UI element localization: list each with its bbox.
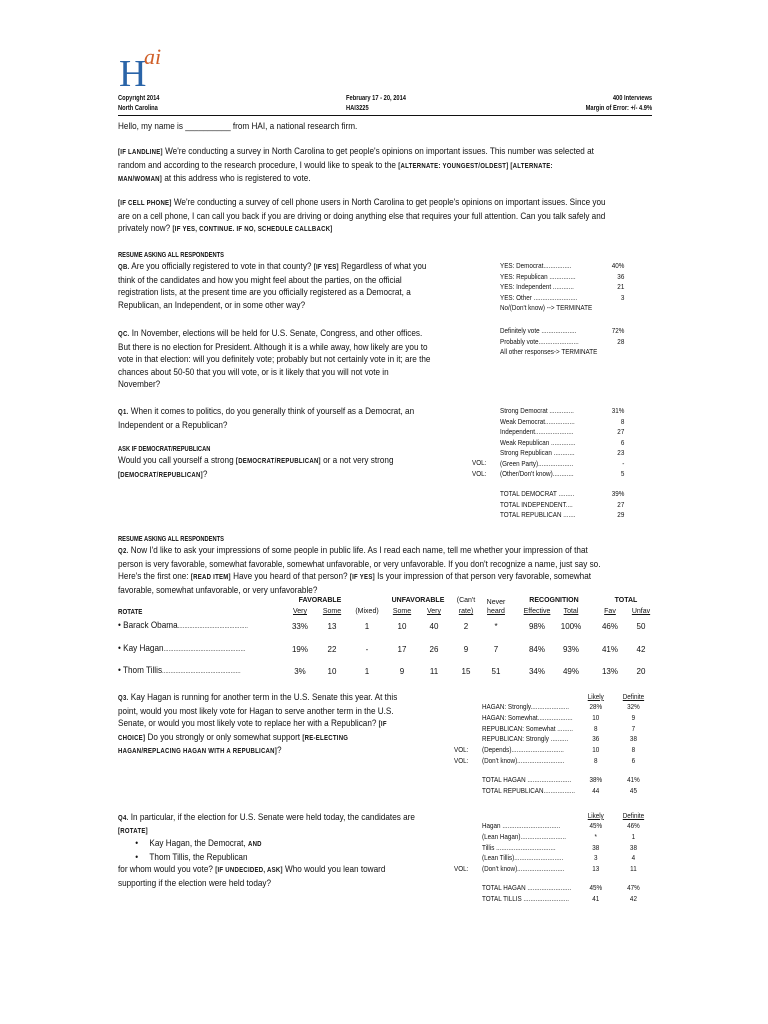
bullet-icon: • [118,643,124,654]
table-cell: 9 [463,645,469,654]
likely-value: 36 [592,734,600,744]
answer-row: Probably vote....................... 28 [500,336,625,346]
likely-value: 45% [589,821,603,830]
q3-line-5: ? [277,745,282,756]
definite-value: 1 [631,831,636,841]
project-code: HAI3225 [346,105,369,112]
q1-line-1: When it comes to politics, do you generally think of yourself as a Democrat, an [128,406,415,417]
cell-line-3: privately now? [118,223,173,234]
qc-answers [500,326,624,358]
total-row-label: TOTAL TILLIS .......................... [482,893,569,903]
likely-value: 8 [594,723,598,733]
total-row: TOTAL INDEPENDENT.... 27 [500,499,625,509]
intro-cell [118,197,606,237]
q2-ifyes: [IF YES] [349,574,375,581]
q1-totals [500,489,624,521]
q3-vol-1: VOL: [454,745,469,754]
table-cell: 22 [327,645,337,654]
table-cell: 93% [562,645,579,654]
qc-number: QC. [118,331,130,338]
group-favorable: FAVORABLE [298,597,342,604]
group-total: TOTAL [614,597,638,604]
table-cell: 13 [327,622,337,631]
table-cell: 49% [562,667,579,676]
table-cell: 2 [463,622,469,631]
definite-value: 11 [630,864,637,874]
landline-line-1: We're conducting a survey in North Carolina to get people's opinions on important issues. This number was selected at [162,146,594,157]
col-unfav: Unfav [631,608,651,615]
header-left [118,94,159,114]
likely-value: * [594,831,597,841]
q2-row-name [118,643,246,657]
likely-value: 41 [592,893,600,903]
likely-value: 13 [592,864,600,874]
q4-line-3-tail: Who would you lean toward [282,864,386,875]
q2-line-1: Now I'd like to ask your impressions of some people in public life. As I read each name, tell me whether your impression of that [128,545,588,556]
total-row-label: TOTAL HAGAN ......................... [482,883,572,892]
col-unfav-very: Very [426,608,441,615]
q3-col-likely: Likely [587,692,604,701]
answer-row: YES: Democrat................ 40% [500,261,625,270]
q3-replace-tag: HAGAN/REPLACING HAGAN WITH A REPUBLICAN] [118,748,278,755]
q2-row-name [118,665,241,679]
q1-line-2: Independent or a Republican? [118,419,228,431]
candidate-name: Thom Tillis [122,665,163,676]
table-cell: * [494,622,498,631]
table-cell: 19% [291,645,308,654]
definite-value: 9 [631,712,636,722]
definite-value: 46% [627,821,640,830]
resume-label-2: RESUME ASKING ALL RESPONDENTS [118,536,224,543]
table-cell: 3% [294,667,306,676]
question-q3 [118,692,397,759]
col-mixed: (Mixed) [355,608,379,615]
answer-row: Strong Democrat .............. 31% [500,406,625,415]
q4-vol: VOL: [454,864,469,873]
logo-letters-ai: ai [144,44,162,69]
definite-value: 42 [629,893,637,903]
table-cell: 13% [601,667,618,676]
qb-answers [500,261,624,314]
interview-count: 400 Interviews [612,95,652,102]
q4-candidate-1: • Kay Hagan, the Democrat, AND [135,838,262,849]
answer-row: YES: Other ......................... 3 [500,292,625,302]
q3-col-definite: Definite [622,692,645,701]
question-q1 [118,406,414,432]
q1-followup-tag-1: [DEMOCRAT/REPUBLICAN] [235,458,321,465]
q4-candidate-2: • Thom Tillis, the Republican [135,851,248,863]
intro-landline [118,146,594,187]
definite-value: 41% [627,775,640,784]
answer-row: (Other/Don't know)............ 5 [500,469,625,478]
col-unfav-some: Some [392,608,412,615]
definite-value: 7 [631,723,636,733]
qb-line-2: think of the candidates and how you might feel about the parties, on the official [118,274,402,286]
qb-line-4: Republican, an Independent, or in some other way? [118,299,306,311]
q2-read-item: [READ ITEM] [190,574,231,581]
definite-value: 45 [629,785,637,795]
q4-and: AND [247,841,262,848]
field-dates: February 17 - 20, 2014 [346,95,406,102]
answer-row-label: REPUBLICAN: Somewhat ......... [482,723,574,733]
answer-row-label: (Lean Hagan).......................... [482,831,567,841]
candidate-name: Barack Obama [123,620,178,631]
likely-value: 28% [589,702,603,711]
qb-line-3: registration lists, at the present time are you officially registered as a Democrat, a [118,287,411,298]
q3-line-1: Kay Hagan is running for another term in the U.S. Senate this year. At this [128,692,398,703]
answer-row: Independent...................... 27 [500,427,625,436]
likely-value: 45% [589,883,603,892]
answer-row: (Green Party).................... - [500,458,625,468]
never-heard-top: Never [486,599,506,606]
q4-cand-2-label: Thom Tillis, the Republican [149,851,248,863]
header-rule [118,115,652,116]
table-cell: 42 [636,645,646,654]
definite-value: 38 [629,734,637,744]
hai-logo [119,44,179,94]
q2-line-3-mid: Have you heard of that person? [230,571,350,582]
landline-tag: [IF LANDLINE] [118,149,163,156]
answer-row: YES: Independent ............ 21 [500,282,625,291]
q3-line-4: Do you strongly or only somewhat support [145,731,303,743]
q4-rotate-tag: [ROTATE] [118,827,148,835]
state: North Carolina [118,105,158,112]
cell-instruction: [IF YES, CONTINUE. IF NO, SCHEDULE CALLBACK] [172,226,333,233]
answer-row-label: HAGAN: Strongly...................... [482,702,570,711]
q4-line-3: for whom would you vote? [118,864,216,875]
q2-line-2: person is very favorable, somewhat favorable, somewhat unfavorable, or very unfavorable. If you don't recognize a name, just say so. [118,558,601,570]
table-cell: 17 [397,645,407,654]
answer-row: Weak Republican .............. 6 [500,437,625,447]
table-cell: 84% [528,645,545,654]
q3-choice-tag: CHOICE] [118,734,146,742]
answer-row-label: (Depends).............................. [482,745,564,755]
qc-line-5: November? [118,379,161,390]
landline-alt-tag-2: MAN/WOMAN] [118,176,163,183]
leader-dots: .......................................... [177,623,248,630]
table-cell: 1 [364,667,370,676]
q1-followup-line-1-tail: or a not very strong [320,455,394,466]
q4-undecided-tag: [IF UNDECIDED, ASK] [215,867,283,874]
qc-line-1: In November, elections will be held for U.S. Senate, Congress, and other offices. [129,328,423,339]
q1-number: Q1. [118,409,129,416]
logo-letter-h: H [119,53,147,95]
answer-row-label: HAGAN: Somewhat.................... [482,712,573,722]
col-fav-some: Some [322,608,342,615]
table-cell: 10 [397,622,407,631]
definite-value: 6 [631,756,636,765]
bullet-icon: • [118,665,123,676]
table-cell: 100% [560,622,582,631]
table-cell: 26 [429,645,439,654]
table-cell: 46% [601,622,618,631]
cant-rate-top: (Can't [456,597,476,604]
q2-line-3-tail: Is your impression of that person very favorable, somewhat [374,571,592,582]
q2-number: Q2. [118,548,129,555]
answer-row: No/(Don't know) --> TERMINATE [500,303,593,312]
total-row: TOTAL REPUBLICAN ....... 29 [500,510,625,519]
q4-number: Q4. [118,815,129,822]
table-cell: 98% [528,622,545,631]
answer-row: Definitely vote .................... 72% [500,326,625,335]
table-cell: 41% [601,645,618,654]
table-cell: 1 [364,622,370,631]
group-recognition: RECOGNITION [529,597,579,604]
q4-col-definite: Definite [622,811,645,820]
cell-line-2: are on a cell phone, I can call you back if you are driving or doing anything else that requires your full attention. Can you talk safely and [118,210,606,222]
header-mid [346,94,406,114]
bullet-icon: • [118,620,124,631]
likely-value: 10 [592,712,600,722]
total-row-label: TOTAL REPUBLICAN.................. [482,785,576,795]
leader-dots: ............................................... [162,668,241,675]
qc-line-2: But there is no election for President. Although it is a while away, how likely are you to [118,341,428,353]
landline-line-2: random and according to the research procedure, I would like to speak to the [118,159,399,171]
q2-line-3: Here's the first one: [118,571,191,582]
question-q2 [118,545,600,597]
table-cell: 51 [491,667,501,676]
group-unfavorable: UNFAVORABLE [391,597,445,604]
q3-if-tag: [IF [378,721,387,728]
q3-vol-2: VOL: [454,756,469,765]
table-cell: 15 [461,667,471,676]
answer-row: YES: Republican ............... 36 [500,271,625,281]
header-right [585,94,652,114]
col-never-heard: heard [487,608,505,615]
candidate-name: Kay Hagan [123,643,164,654]
table-cell: 9 [399,667,405,676]
leader-dots: ................................................. [163,646,246,653]
copyright: Copyright 2014 [118,95,160,102]
table-cell: 7 [493,645,499,654]
answer-row-label: (Don't know)........................... [482,756,565,765]
q4-col-likely: Likely [587,811,604,820]
table-cell: 20 [636,667,646,676]
col-fav: Fav [604,608,616,615]
col-total: Total [563,608,579,615]
table-cell: - [365,645,369,654]
q1-followup-tag-2: [DEMOCRAT/REPUBLICAN] [118,471,203,479]
total-row: TOTAL DEMOCRAT ......... 39% [500,489,625,498]
qb-line-1: Are you officially registered to vote in that county? [129,261,314,272]
cell-tag: [IF CELL PHONE] [118,200,172,207]
rotate-label: ROTATE [118,607,143,616]
answer-row: All other responses-> TERMINATE [500,347,598,356]
answer-row-label: Tillis .................................. [482,842,556,852]
q1-vol-1: VOL: [472,458,487,467]
question-qc [118,328,430,392]
q3-number: Q3. [118,695,129,702]
col-fav-very: Very [292,608,307,615]
q1-followup-q: ? [202,468,208,480]
q4-cand-1-label: Kay Hagan, the Democrat, [149,838,248,849]
table-cell: 11 [429,667,439,676]
q2-row-name [118,620,248,634]
likely-value: 8 [594,756,598,765]
qc-line-4: chances about 50-50 that you will vote, or is it likely that you will not vote in [118,366,389,378]
table-cell: 50 [636,622,646,631]
q3-line-2: point, would you most likely vote for Hagan to serve another term in the U.S. [118,705,394,717]
answer-row-label: REPUBLICAN: Strongly .......... [482,734,569,744]
likely-value: 10 [592,745,600,755]
landline-alt-tag: [ALTERNATE: YOUNGEST/OLDEST] [ALTERNATE: [398,162,553,170]
q2-line-4: favorable, somewhat unfavorable, or very unfavorable? [118,584,318,596]
total-row-label: TOTAL HAGAN ......................... [482,775,572,784]
question-qb [118,261,426,312]
question-q4 [118,812,415,890]
answer-row: Weak Democrat................. 8 [500,416,625,426]
table-cell: 33% [291,622,308,631]
likely-value: 38 [592,842,600,852]
q3-reelect-tag: [RE-ELECTING [302,734,349,742]
q1-followup-line-1: Would you call yourself a strong [118,455,236,466]
qc-line-3: vote in that election: will you definitely vote; probably but not certainly vote in it; are the [118,354,431,365]
q1-vol-2: VOL: [472,469,487,478]
table-cell: 34% [528,667,545,676]
col-effective: Effective [523,608,551,615]
answer-row: Strong Republican ............ 23 [500,448,625,457]
answer-row-label: Hagan ................................. [482,821,561,830]
q1-followup [118,455,393,482]
margin-of-error: Margin of Error: +/- 4.9% [585,105,652,112]
definite-value: 4 [631,853,636,863]
qb-number: QB. [118,264,130,271]
table-cell: 40 [429,622,439,631]
q4-line-1: In particular, if the election for U.S. Senate were held today, the candidates are [128,812,415,823]
q1-ask-label: ASK IF DEMOCRAT/REPUBLICAN [118,446,211,453]
q1-answers [500,406,624,480]
qb-ifyes: [IF YES] [313,264,339,271]
q4-line-4: supporting if the election were held today? [118,877,272,889]
cell-line-1: We're conducting a survey of cell phone users in North Carolina to get people's opinions on important issues. Since you [171,197,606,208]
q3-line-3: Senate, or would you most likely vote to replace her with a Republican? [118,718,379,729]
answer-row-label: (Lean Tillis)............................ [482,853,564,863]
intro-hello: Hello, my name is __________ from HAI, a national research firm. [118,121,358,132]
landline-line-3: at this address who is registered to vote. [162,173,311,184]
col-cant-rate: rate) [458,608,474,615]
qb-line-1-tail: Regardless of what you [338,261,427,272]
likely-value: 38% [589,775,603,784]
likely-value: 44 [592,785,600,795]
table-cell: 10 [327,667,337,676]
definite-value: 8 [631,745,636,755]
definite-value: 32% [627,702,640,711]
resume-label-1: RESUME ASKING ALL RESPONDENTS [118,252,224,259]
definite-value: 47% [627,883,640,892]
likely-value: 3 [594,853,598,863]
definite-value: 38 [629,842,637,852]
answer-row-label: (Don't know)........................... [482,864,565,874]
